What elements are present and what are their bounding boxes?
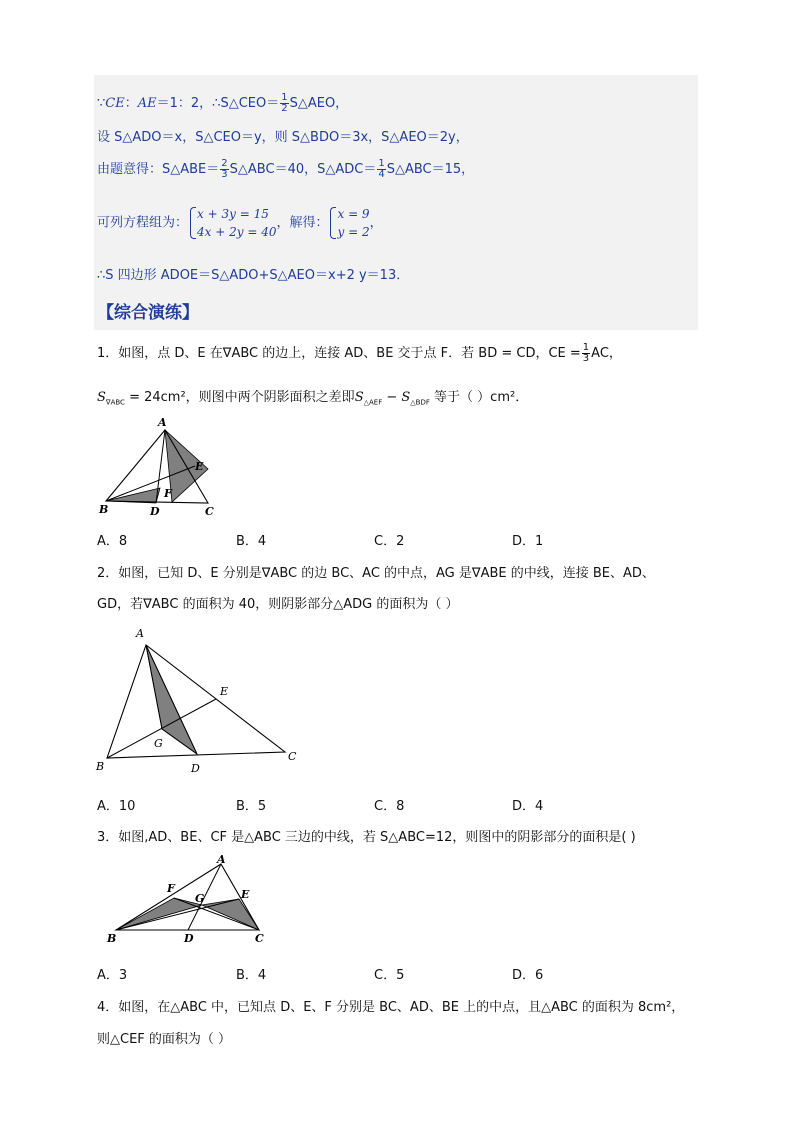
solution-line-2: 设 S△ADO＝x，S△CEO＝y，则 S△BDO＝3x，S△AEO＝2y， bbox=[97, 130, 469, 145]
question-1-line-1: 1．如图，点 D、E 在∇ABC 的边上，连接 AD、BE 交于点 F．若 BD = CD，CE = $\frac{1}{3}$ AC， bbox=[97, 342, 622, 364]
question-2-line-1: 2．如图，已知 D、E 分别是∇ABC 的边 BC、AC 的中点，AG 是∇ABE 的中线，连接 BE、AD、 bbox=[97, 566, 655, 581]
vertex-label-e: E bbox=[241, 888, 250, 901]
vertex-label-a: A bbox=[217, 853, 226, 866]
q3-option-b[interactable]: B．4 bbox=[236, 968, 267, 983]
q3-option-a[interactable]: A．3 bbox=[97, 968, 128, 983]
question-1-line-2: $S_{\nabla ABC} = 24cm^2$，则图中两个阴影面积之差即$S_{\triangle AEF} - S_{\triangle BDF}$ 等于（ ）cm²． bbox=[97, 390, 529, 407]
vertex-label-c: C bbox=[288, 750, 297, 763]
vertex-label-b: B bbox=[96, 760, 105, 773]
question-3-line: 3．如图,AD、BE、CF 是△ABC 三边的中线，若 S△ABC=12，则图中的阴影部分的面积是( ) bbox=[97, 830, 636, 845]
q3-option-d[interactable]: D．6 bbox=[512, 968, 544, 983]
question-3-figure bbox=[102, 852, 272, 947]
triangle-abc bbox=[107, 645, 285, 758]
vertex-label-d: D bbox=[184, 932, 194, 945]
solution-line-1: ∵CE：AE＝1：2，∴S△CEO＝ $\frac{1}{2}$ S△AEO， bbox=[97, 92, 349, 114]
vertex-label-d: D bbox=[191, 762, 200, 775]
question-2-line-2: GD，若∇ABC 的面积为 40，则阴影部分△ADG 的面积为（ ） bbox=[97, 597, 459, 612]
question-2-figure bbox=[92, 622, 307, 777]
solution-line-3: 由题意得：S△ABE＝ $\frac{2}{3}$ S△ABC＝40，S△ADC＝ $\frac{1}{4}$ S△ABC＝15， bbox=[97, 158, 475, 180]
vertex-label-a: A bbox=[158, 416, 167, 429]
question-4-line-2: 则△CEF 的面积为（ ） bbox=[97, 1032, 232, 1047]
section-title: 【综合演练】 bbox=[97, 303, 199, 323]
fraction: $\frac{1}{3}$ bbox=[582, 342, 590, 364]
q2-option-a[interactable]: A．10 bbox=[97, 799, 136, 814]
solution-system: x = 9 y = 2 bbox=[328, 205, 369, 241]
vertex-label-b: B bbox=[107, 932, 117, 945]
q1-option-b[interactable]: B．4 bbox=[236, 534, 267, 549]
q1-option-a[interactable]: A．8 bbox=[97, 534, 128, 549]
equation-system: x + 3y = 15 4x + 2y = 40 bbox=[188, 205, 276, 241]
question-4-line-1: 4．如图，在△ABC 中，已知点 D、E、F 分别是 BC、AD、BE 上的中点，且△ABC 的面积为 8cm²， bbox=[97, 1000, 685, 1015]
q3-option-c[interactable]: C．5 bbox=[374, 968, 405, 983]
vertex-label-b: B bbox=[99, 503, 109, 516]
q2-option-b[interactable]: B．5 bbox=[236, 799, 267, 814]
vertex-label-g: G bbox=[195, 892, 205, 905]
fraction: $\frac{2}{3}$ bbox=[221, 158, 228, 180]
fraction: $\frac{1}{2}$ bbox=[281, 92, 288, 114]
q2-option-c[interactable]: C．8 bbox=[374, 799, 405, 814]
q1-option-c[interactable]: C．2 bbox=[374, 534, 405, 549]
vertex-label-f: F bbox=[167, 882, 175, 895]
fraction: $\frac{1}{4}$ bbox=[378, 158, 385, 180]
solution-line-4: 可列方程组为： x + 3y = 15 4x + 2y = 40 ，解得： x = 9 y = 2 ， bbox=[97, 207, 383, 239]
vertex-label-e: E bbox=[195, 460, 204, 473]
vertex-label-g: G bbox=[154, 737, 163, 750]
vertex-label-e: E bbox=[220, 685, 229, 698]
vertex-label-c: C bbox=[205, 505, 214, 518]
q2-option-d[interactable]: D．4 bbox=[512, 799, 544, 814]
vertex-label-c: C bbox=[255, 932, 264, 945]
q1-option-d[interactable]: D．1 bbox=[512, 534, 544, 549]
vertex-label-d: D bbox=[150, 505, 160, 518]
vertex-label-a: A bbox=[136, 627, 144, 640]
vertex-label-f: F bbox=[164, 487, 172, 500]
solution-line-5: ∴S 四边形 ADOE＝S△ADO+S△AEO＝x+2 y＝13． bbox=[97, 268, 410, 283]
question-1-figure bbox=[95, 415, 220, 520]
